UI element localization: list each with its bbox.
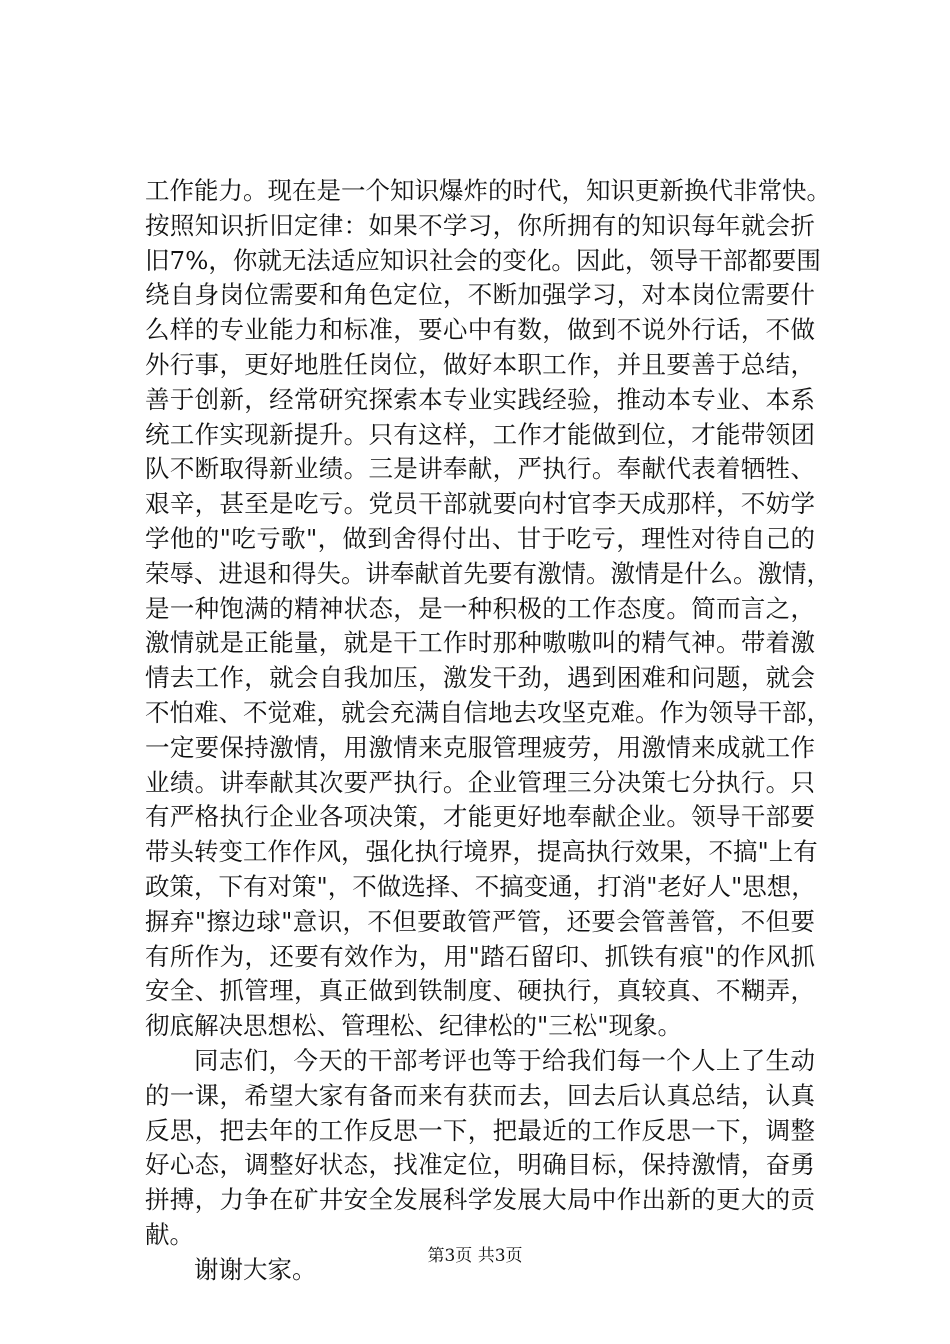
- text-line: 情去工作，就会自我加压，激发干劲，遇到困难和问题，就会: [145, 663, 815, 693]
- text-line: 业绩。讲奉献其次要严执行。企业管理三分决策七分执行。只: [145, 767, 815, 797]
- text-line: 学他的"吃亏歌"，做到舍得付出、甘于吃亏，理性对待自己的: [145, 523, 815, 553]
- text-line: 激情就是正能量，就是干工作时那种嗷嗷叫的精气神。带着激: [145, 628, 815, 658]
- text-line: 艰辛，甚至是吃亏。党员干部就要向村官李天成那样，不妨学: [145, 489, 815, 519]
- document-body: [145, 174, 831, 1288]
- text-line: 有所作为，还要有效作为，用"踏石留印、抓铁有痕"的作风抓: [145, 941, 815, 971]
- text-line: 统工作实现新提升。只有这样，工作才能做到位，才能带领团: [145, 419, 815, 449]
- paragraph-start-line: 同志们，今天的干部考评也等于给我们每一个人上了生动: [194, 1045, 815, 1075]
- text-line: 按照知识折旧定律：如果不学习，你所拥有的知识每年就会折: [145, 210, 815, 240]
- text-line: 一定要保持激情，用激情来克服管理疲劳，用激情来成就工作: [145, 732, 815, 762]
- text-line: 队不断取得新业绩。三是讲奉献，严执行。奉献代表着牺牲、: [145, 454, 815, 484]
- text-line: 摒弃"擦边球"意识，不但要敢管严管，还要会管善管，不但要: [145, 906, 815, 936]
- text-line: 有严格执行企业各项决策，才能更好地奉献企业。领导干部要: [145, 802, 815, 832]
- text-line: 绕自身岗位需要和角色定位，不断加强学习，对本岗位需要什: [145, 280, 815, 310]
- page-footer: [0, 1245, 950, 1267]
- text-line: 的一课，希望大家有备而来有获而去，回去后认真总结，认真: [145, 1080, 815, 1110]
- text-line: 安全、抓管理，真正做到铁制度、硬执行，真较真、不糊弄，: [145, 976, 815, 1006]
- text-line: 拼搏，力争在矿井安全发展科学发展大局中作出新的更大的贡: [145, 1185, 815, 1215]
- text-line: 荣辱、进退和得失。讲奉献首先要有激情。激情是什么。激情，: [145, 558, 831, 588]
- text-line: 外行事，更好地胜任岗位，做好本职工作，并且要善于总结，: [145, 349, 815, 379]
- text-line: 旧7%，你就无法适应知识社会的变化。因此，领导干部都要围: [145, 245, 821, 275]
- text-line: 善于创新，经常研究探索本专业实践经验，推动本专业、本系: [145, 384, 815, 414]
- text-line: 么样的专业能力和标准，要心中有数，做到不说外行话，不做: [145, 315, 815, 345]
- text-line: 反思，把去年的工作反思一下，把最近的工作反思一下，调整: [145, 1115, 815, 1145]
- page-number-label: 第3页 共3页: [427, 1246, 523, 1266]
- text-line: 政策，下有对策"，不做选择、不搞变通，打消"老好人"思想，: [145, 871, 816, 901]
- closing-line: 谢谢大家。: [194, 1254, 317, 1284]
- text-line: 好心态，调整好状态，找准定位，明确目标，保持激情，奋勇: [145, 1150, 815, 1180]
- text-line: 献。: [145, 1219, 194, 1249]
- text-line: 带头转变工作作风，强化执行境界，提高执行效果，不搞"上有: [145, 837, 818, 867]
- text-line: 工作能力。现在是一个知识爆炸的时代，知识更新换代非常快。: [145, 176, 831, 205]
- text-line: 不怕难、不觉难，就会充满自信地去攻坚克难。作为领导干部，: [145, 697, 831, 727]
- text-line: 彻底解决思想松、管理松、纪律松的"三松"现象。: [145, 1011, 683, 1041]
- text-line: 是一种饱满的精神状态，是一种积极的工作态度。简而言之，: [145, 593, 815, 623]
